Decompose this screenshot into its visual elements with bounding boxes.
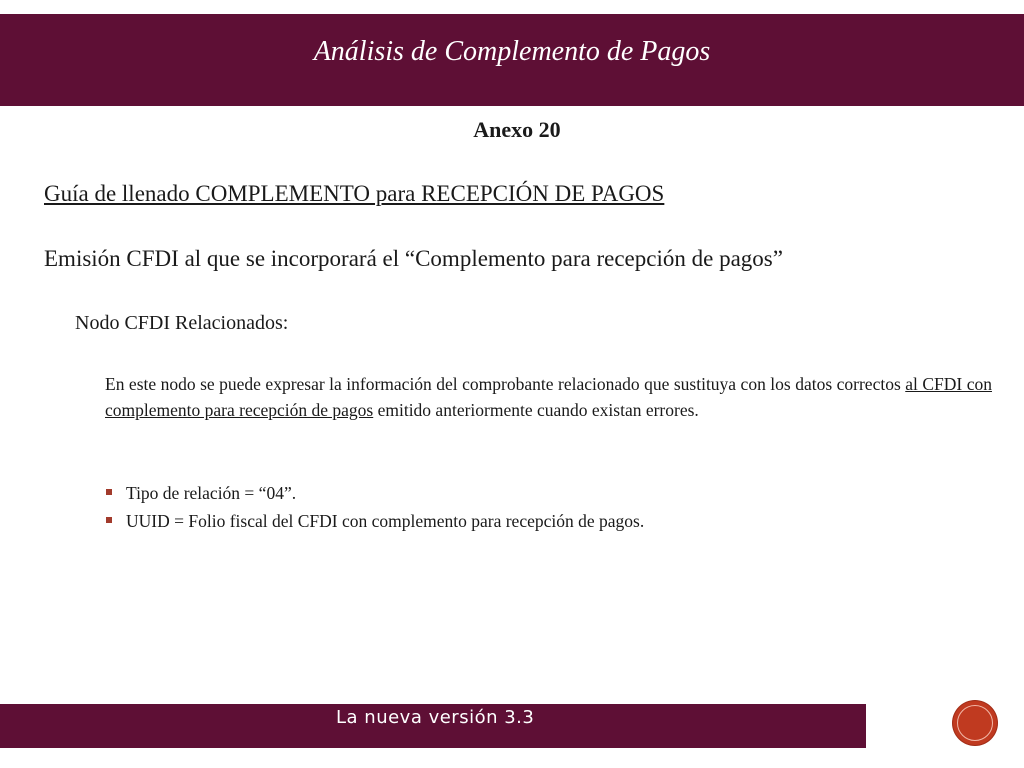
bullet-item xyxy=(105,479,644,507)
bullet-item xyxy=(105,507,644,535)
circle-nav-icon[interactable] xyxy=(953,701,997,745)
node-description xyxy=(105,371,992,423)
bullet-text: UUID = Folio fiscal del CFDI con complemento para recepción de pagos. xyxy=(126,511,645,531)
slide-title: Análisis de Complemento de Pagos xyxy=(313,36,711,67)
square-bullet-icon xyxy=(106,517,112,523)
paragraph-text-end: emitido anteriormente cuando existan errores. xyxy=(373,400,699,420)
nav-circle-ring xyxy=(957,705,993,741)
paragraph-underlined-text: al CFDI con complemento para recepción de pagos xyxy=(105,374,992,420)
bullet-list xyxy=(105,479,644,535)
bullet-text: Tipo de relación = “04”. xyxy=(126,483,297,503)
footer-version-text: La nueva versión 3.3 xyxy=(336,707,535,728)
node-heading: Nodo CFDI Relacionados: xyxy=(75,312,289,334)
guide-title: Guía de llenado COMPLEMENTO para RECEPCIÓN DE PAGOS xyxy=(44,181,665,206)
paragraph-text-start: En este nodo se puede expresar la información del comprobante relacionado que sustituya con los datos correctos xyxy=(105,374,906,394)
emission-line: Emisión CFDI al que se incorporará el “Complemento para recepción de pagos” xyxy=(44,246,783,271)
annex-heading: Anexo 20 xyxy=(473,117,561,142)
square-bullet-icon xyxy=(106,489,112,495)
